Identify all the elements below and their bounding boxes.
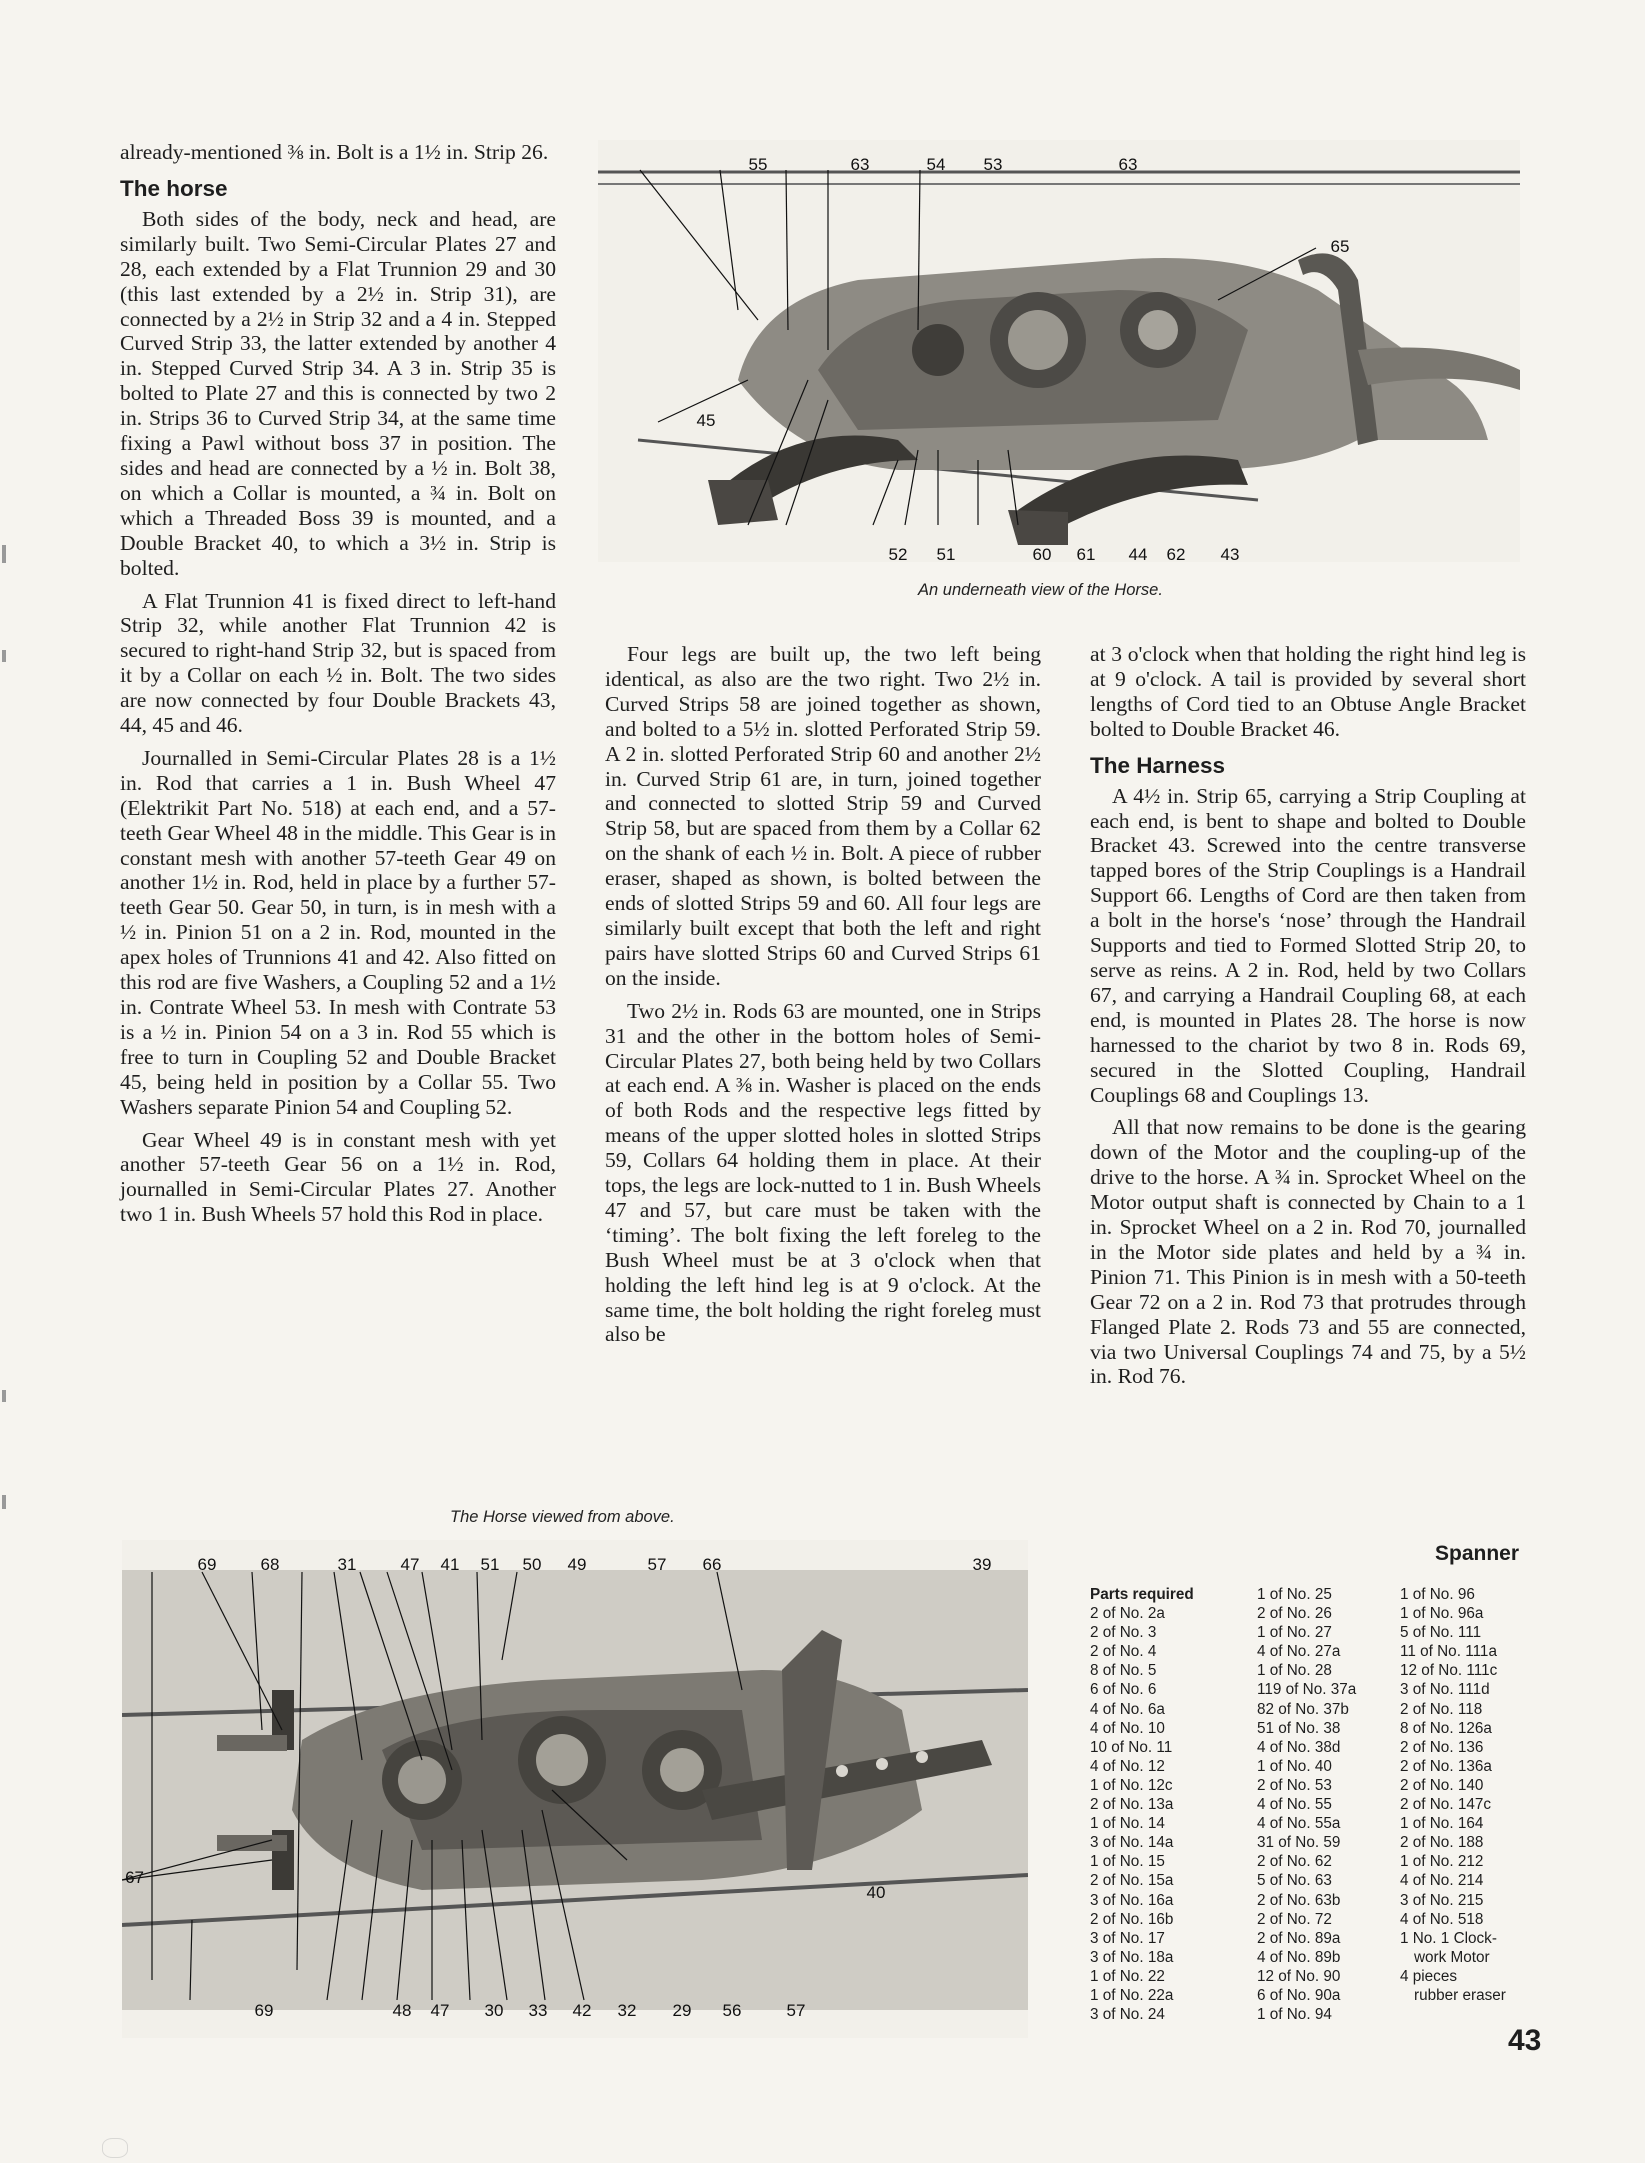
callout-label: 51 [936,545,956,562]
photo-viewed-from-above [122,1540,1028,2038]
parts-list-item: work Motor [1414,1948,1490,1966]
parts-list-item: 1 of No. 212 [1400,1853,1484,1871]
parts-list-item: 2 of No. 3 [1090,1624,1157,1642]
parts-list-item: 1 of No. 25 [1257,1586,1332,1603]
callout-label: 47 [430,2001,450,2020]
parts-list-item: 10 of No. 11 [1090,1738,1173,1756]
parts-column-1 [1090,1585,1194,2024]
parts-list-item: 4 of No. 518 [1400,1910,1484,1928]
parts-list-item: 2 of No. 53 [1257,1776,1332,1794]
callout-label: 31 [337,1555,357,1574]
figure-caption-underneath: An underneath view of the Horse. [918,581,1163,599]
paragraph: Two 2½ in. Rods 63 are mounted, one in Strips 31 and the other in the bottom holes of Semi-Circular Plates 27, both being held by two Collars at each end. A ⅜ in. Washer is placed on the ends of both Rods and the respective legs fitted by means of the upper slotted holes in slotted Strips 59, Collars 64 holding them in place. At their tops, the legs are lock-nutted to 1 in. Bush Wheels 47 and 57, but care must be taken with the ‘timing’. The bolt fixing the left foreleg to the Bush Wheel must be at 3 o'clock when that holding the left hind leg is at 9 o'clock. At the same time, the bolt holding the right foreleg must also be [605,998,1041,1347]
margin-mark [2,545,6,563]
parts-list-item: 3 of No. 16a [1090,1891,1174,1909]
parts-list-item: 3 of No. 215 [1400,1891,1484,1909]
callout-label: 43 [1220,545,1240,562]
callout-label: 57 [647,1555,667,1574]
parts-list-item: 2 of No. 63b [1257,1891,1341,1909]
parts-list-item: 2 of No. 136a [1400,1757,1492,1775]
parts-list-item: 4 of No. 214 [1400,1872,1484,1890]
callout-label: 41 [440,1555,460,1574]
margin-mark [2,1495,6,1509]
parts-list-item: 4 of No. 89b [1257,1948,1341,1966]
parts-list-item: 1 of No. 14 [1090,1815,1165,1833]
parts-list-item: 4 pieces [1400,1967,1457,1985]
callout-label: 32 [617,2001,637,2020]
callout-label: 48 [392,2001,412,2020]
callout-label: 50 [522,1555,542,1574]
parts-list-item: 1 of No. 27 [1257,1624,1332,1642]
parts-list-item: 3 of No. 17 [1090,1929,1165,1947]
callout-label: 66 [702,1555,722,1574]
parts-list-item: 4 of No. 27a [1257,1643,1341,1661]
callout-label: 47 [400,1555,420,1574]
callout-label: 40 [866,1883,886,1902]
figure-caption-above: The Horse viewed from above. [450,1508,675,1526]
paper-smudge [102,2138,128,2158]
callout-label: 51 [480,1555,500,1574]
callout-label: 42 [572,2001,592,2020]
parts-list-item: 2 of No. 188 [1400,1834,1484,1852]
paragraph: All that now remains to be done is the gearing down of the Motor and the coupling-up of the drive to the horse. A ¾ in. Sprocket Wheel on the Motor output shaft is connected by Chain to a 1 in. Sprocket Wheel on a 2 in. Rod 70, journalled in the Motor side plates and held by a ¾ in. Pinion 71. This Pinion is in mesh with a 50-teeth Gear 72 on a 2 in. Rod 73 that protrudes through Flanged Plate 2. Rods 73 and 55 are connected, via two Universal Couplings 74 and 75, by a 5½ in. Rod 76. [1090,1115,1526,1389]
callout-label: 53 [983,155,1003,174]
parts-list-item: 1 of No. 164 [1400,1815,1484,1833]
parts-list-item: 2 of No. 15a [1090,1872,1174,1890]
parts-list-item: 3 of No. 14a [1090,1834,1174,1852]
margin-mark [2,1390,6,1402]
callout-label: 29 [672,2001,692,2020]
callout-label: 45 [696,411,716,430]
callout-label: 62 [1166,545,1186,562]
parts-list-item: 6 of No. 6 [1090,1681,1157,1699]
callout-label: 49 [567,1555,587,1574]
parts-column-2 [1257,1585,1356,2024]
parts-list-item: 2 of No. 136 [1400,1738,1484,1756]
callout-label: 69 [197,1555,217,1574]
parts-list-item: 4 of No. 6a [1090,1700,1165,1718]
parts-list-item: 4 of No. 55a [1257,1815,1341,1833]
parts-list-item: 4 of No. 12 [1090,1757,1165,1775]
section-heading-harness: The Harness [1090,752,1226,778]
lead-paragraph: already-mentioned ⅜ in. Bolt is a 1½ in. Strip 26. [120,140,549,164]
paragraph: Four legs are built up, the two left being identical, as also are the two right. Two 2½ in. Curved Strips 58 are joined together as shown, and bolted to a 5½ in. slotted Perforated Strip 59. A 2 in. slotted Perforated Strip 60 and another 2½ in. Curved Strip 61 are, in turn, joined together and connected to slotted Strip 59 and Curved Strip 58, but are spaced from them by a Collar 62 on the shank of each ½ in. Bolt. A piece of rubber eraser, shaped as shown, is bolted between the ends of slotted Strips 59 and 60. All four legs are similarly built except that both the left and right pairs have slotted Strips 60 and Curved Strips 61 on the inside. [605,642,1041,990]
parts-list-item: 8 of No. 126a [1400,1719,1492,1737]
parts-list-item: 2 of No. 89a [1257,1929,1341,1947]
column-middle [605,642,1041,1355]
parts-list-item: 1 of No. 96a [1400,1605,1484,1623]
parts-list-item: 4 of No. 55 [1257,1796,1332,1814]
parts-list-item: 3 of No. 111d [1400,1681,1490,1699]
parts-list-item: 1 of No. 96 [1400,1586,1475,1603]
margin-mark [2,650,6,662]
parts-list-item: 6 of No. 90a [1257,1986,1341,2004]
parts-list-item: 2 of No. 16b [1090,1910,1174,1928]
above-view-illustration [122,1540,1028,2038]
parts-list-item: 3 of No. 18a [1090,1948,1174,1966]
paragraph: Journalled in Semi-Circular Plates 28 is a 1½ in. Rod that carries a 1 in. Bush Wheel 47 (Elektrikit Part No. 518) at each end, and a 57-teeth Gear Wheel 48 in the middle. This Gear is in constant mesh with another 57-teeth Gear 49 on another 1½ in. Rod, held in place by a further 57-teeth Gear 50. Gear 50, in turn, is in mesh with a ½ in. Pinion 51 on a 2 in. Rod, mounted in the apex holes of Trunnions 41 and 42. Also fitted on this rod are five Washers, a Coupling 52 and a 1½ in. Contrate Wheel 53. In mesh with Contrate 53 is a ½ in. Pinion 54 on a 3 in. Rod 55 which is free to turn in Coupling 52 and Double Bracket 45, being held in position by a Collar 55. Two Washers separate Pinion 54 and Coupling 52. [120,745,556,1119]
callout-label: 65 [1330,237,1350,256]
parts-list-item: 2 of No. 13a [1090,1796,1174,1814]
parts-list-item: rubber eraser [1414,1986,1506,2004]
callout-label: 68 [260,1555,280,1574]
parts-list-item: 1 of No. 40 [1257,1757,1332,1775]
parts-list-item: 1 of No. 22a [1090,1986,1174,2004]
callout-label: 67 [125,1868,144,1887]
paragraph: Gear Wheel 49 is in constant mesh with yet another 57-teeth Gear 56 on a 1½ in. Rod, journalled in Semi-Circular Plates 27. Another two 1 in. Bush Wheels 57 hold this Rod in place. [120,1127,556,1227]
parts-list-item: 5 of No. 111 [1400,1624,1482,1642]
callout-label: 56 [722,2001,742,2020]
parts-list-item: 1 of No. 12c [1090,1776,1173,1794]
callout-label: 39 [972,1555,992,1574]
parts-list-item: 51 of No. 38 [1257,1719,1341,1737]
parts-list-item: 2 of No. 62 [1257,1853,1332,1871]
callout-label: 52 [888,545,908,562]
paragraph-continued: at 3 o'clock when that holding the right hind leg is at 9 o'clock. A tail is provided by several short lengths of Cord tied to an Obtuse Angle Bracket bolted to Double Bracket 46. [1090,642,1526,741]
parts-list-item: 2 of No. 118 [1400,1700,1483,1718]
callout-label: 61 [1076,545,1096,562]
column-right [1090,642,1526,1397]
parts-list-item: 2 of No. 26 [1257,1605,1332,1623]
callout-label: 55 [748,155,768,174]
parts-list-item: 31 of No. 59 [1257,1834,1341,1852]
parts-list-item: 82 of No. 37b [1257,1700,1349,1718]
paragraph: Both sides of the body, neck and head, are similarly built. Two Semi-Circular Plates 27 and 28, each extended by a Flat Trunnion 29 and 30 (this last extended by a 2½ in. Strip 31), are connected by a 2½ in Strip 32 and a 4 in. Stepped Curved Strip 33, the latter extended by another 4 in. Stepped Curved Strip 34. A 3 in. Strip 35 is bolted to Plate 27 and this is connected by two 2 in. Strips 36 to Curved Strip 34, at the same time fixing a Pawl without boss 37 in position. The sides and head are connected by a ½ in. Bolt 38, on which a Collar is mounted, a ¾ in. Bolt on which a Threaded Boss 39 is mounted, and a Double Bracket 40, to which a 3½ in. Strip is bolted. [120,206,556,580]
parts-list-item: 12 of No. 111c [1400,1662,1498,1680]
parts-list-item: 2 of No. 2a [1090,1605,1165,1623]
parts-list-item: 2 of No. 140 [1400,1776,1484,1794]
paragraph: A 4½ in. Strip 65, carrying a Strip Coupling at each end, is bent to shape and bolted to Double Bracket 43. Screwed into the centre transverse tapped bores of the Strip Couplings is a Handrail Support 66. Lengths of Cord are then taken from a bolt in the horse's ‘nose’ through the Handrail Supports and tied to Formed Slotted Strip 20, to serve as reins. A 2 in. Rod, held by two Collars 67, and carrying a Handrail Coupling 68, at each end, is mounted in Plates 28. The horse is now harnessed to the chariot by two 8 in. Rods 69, secured in the Slotted Coupling, Handrail Couplings 68 and Couplings 13. [1090,783,1526,1107]
callout-label: 60 [1032,545,1052,562]
underneath-view-illustration [598,140,1520,562]
callout-label: 44 [1128,545,1148,562]
callout-label: 69 [254,2001,274,2020]
parts-list-item: 8 of No. 5 [1090,1662,1157,1680]
parts-list-item: 1 No. 1 Clock- [1400,1929,1497,1947]
parts-list-item: 4 of No. 38d [1257,1738,1341,1756]
parts-list-item: 11 of No. 111a [1400,1643,1497,1661]
parts-list-item: 12 of No. 90 [1257,1967,1341,1985]
parts-list-item: 5 of No. 63 [1257,1872,1332,1890]
parts-list-item: 1 of No. 22 [1090,1967,1165,1985]
paragraph: A Flat Trunnion 41 is fixed direct to left-hand Strip 32, while another Flat Trunnion 42 is secured to right-hand Strip 32, but is spaced from it by a Collar on each ½ in. Bolt. The two sides are now connected by four Double Brackets 43, 44, 45 and 46. [120,588,556,738]
page-number: 43 [1508,2024,1542,2057]
parts-list-item: 119 of No. 37a [1257,1681,1357,1699]
callout-label: 63 [1118,155,1138,174]
section-heading-horse: The horse [120,175,228,201]
parts-list-item: 1 of No. 28 [1257,1662,1332,1680]
parts-required-heading: Parts required [1090,1586,1194,1603]
parts-list-item: 3 of No. 24 [1090,2006,1165,2024]
parts-list-item: 1 of No. 94 [1257,2006,1332,2024]
column-left [120,140,556,1235]
parts-list-item: 2 of No. 72 [1257,1910,1332,1928]
callout-label: 54 [926,155,946,174]
callout-label: 63 [850,155,870,174]
callout-label: 57 [786,2001,806,2020]
parts-column-3 [1400,1585,1506,2005]
callout-label: 30 [484,2001,504,2020]
parts-list-item: 4 of No. 10 [1090,1719,1165,1737]
callout-label: 33 [528,2001,548,2020]
spanner-label: Spanner [1435,1542,1520,1565]
photo-underneath-view [598,140,1520,562]
parts-list-item: 2 of No. 4 [1090,1643,1157,1661]
parts-list-item: 2 of No. 147c [1400,1796,1491,1814]
parts-list-item: 1 of No. 15 [1090,1853,1165,1871]
